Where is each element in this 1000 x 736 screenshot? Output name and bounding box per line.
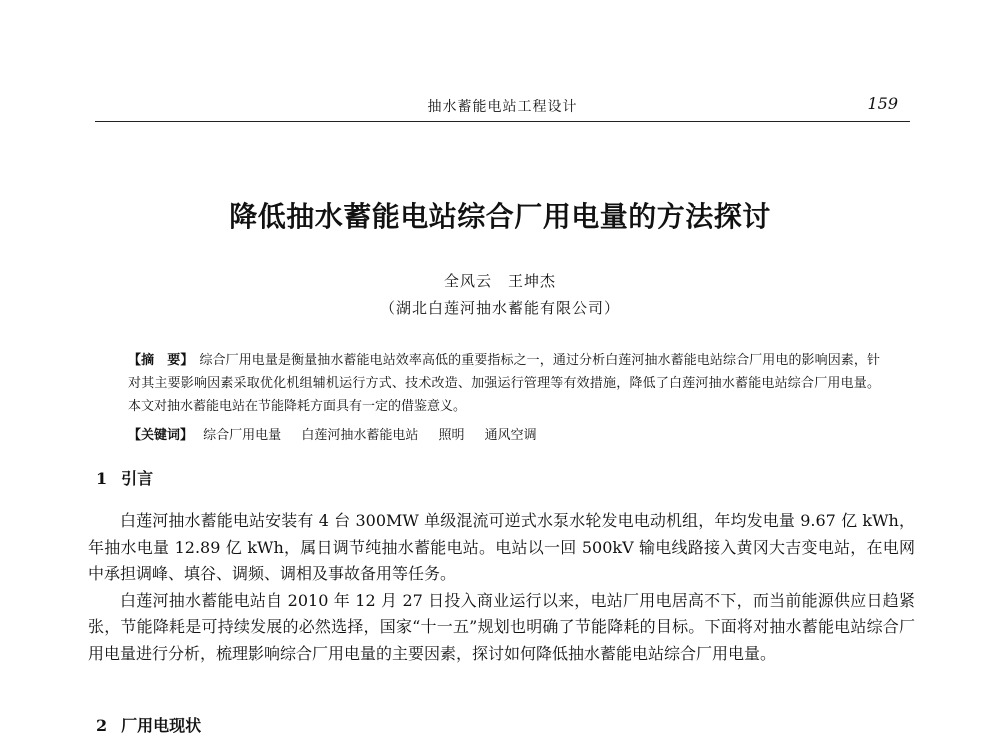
keyword: 通风空调 (484, 428, 537, 443)
abstract (128, 349, 880, 418)
running-header (95, 92, 910, 122)
section-heading (96, 466, 153, 489)
keyword: 白莲河抽水蓄能电站 (301, 428, 419, 443)
abstract-text: 综合厂用电量是衡量抽水蓄能电站效率高低的重要指标之一，通过分析白莲河抽水蓄能电站综合厂用电的影响因素，针对其主要影响因素采取优化机组辅机运行方式、技术改造、加强运行管理等有效措施，降低了白莲河抽水蓄能电站综合厂用电量。本文对抽水蓄能电站在节能降耗方面具有一定的借鉴意义。 (128, 353, 880, 414)
section-title: 厂用电现状 (121, 716, 202, 735)
section-heading (96, 713, 201, 736)
keyword: 照明 (438, 428, 465, 443)
section-number: 2 (96, 716, 108, 735)
section-body (88, 508, 915, 667)
abstract-label: 【摘 要】 (128, 353, 194, 368)
header-rule (95, 121, 910, 122)
authors: 全风云 王坤杰 (443, 272, 556, 290)
keywords-label: 【关键词】 (128, 428, 194, 443)
running-title: 抽水蓄能电站工程设计 (427, 99, 578, 115)
section-title: 引言 (121, 469, 154, 488)
paragraph: 白莲河抽水蓄能电站自 2010 年 12 月 27 日投入商业运行以来，电站厂用电居高不下，而当前能源供应日趋紧张，节能降耗是可持续发展的必然选择，国家“十一五”规划也明确了节能降耗的目标。下面将对抽水蓄能电站综合厂用电量进行分析，梳理影响综合厂用电量的主要因素，探讨如何降低抽水蓄能电站综合厂用电量。 (88, 590, 915, 663)
affiliation: （湖北白莲河抽水蓄能有限公司） (379, 299, 620, 317)
keywords (128, 424, 880, 447)
paragraph: 白莲河抽水蓄能电站安装有 4 台 300MW 单级混流可逆式水泵水轮发电电动机组，年均发电量 9.67 亿 kWh，年抽水电量 12.89 亿 kWh，属日调节纯抽水蓄能电站。电站以一回 500kV 输电线路接入黄冈大吉变电站，在电网中承担调峰、填谷、调频、调相及事故备用等任务。 (88, 511, 915, 583)
keyword: 综合厂用电量 (203, 428, 282, 443)
article-title: 降低抽水蓄能电站综合厂用电量的方法探讨 (229, 200, 771, 233)
section-number: 1 (96, 469, 108, 488)
page-number: 159 (867, 94, 898, 113)
